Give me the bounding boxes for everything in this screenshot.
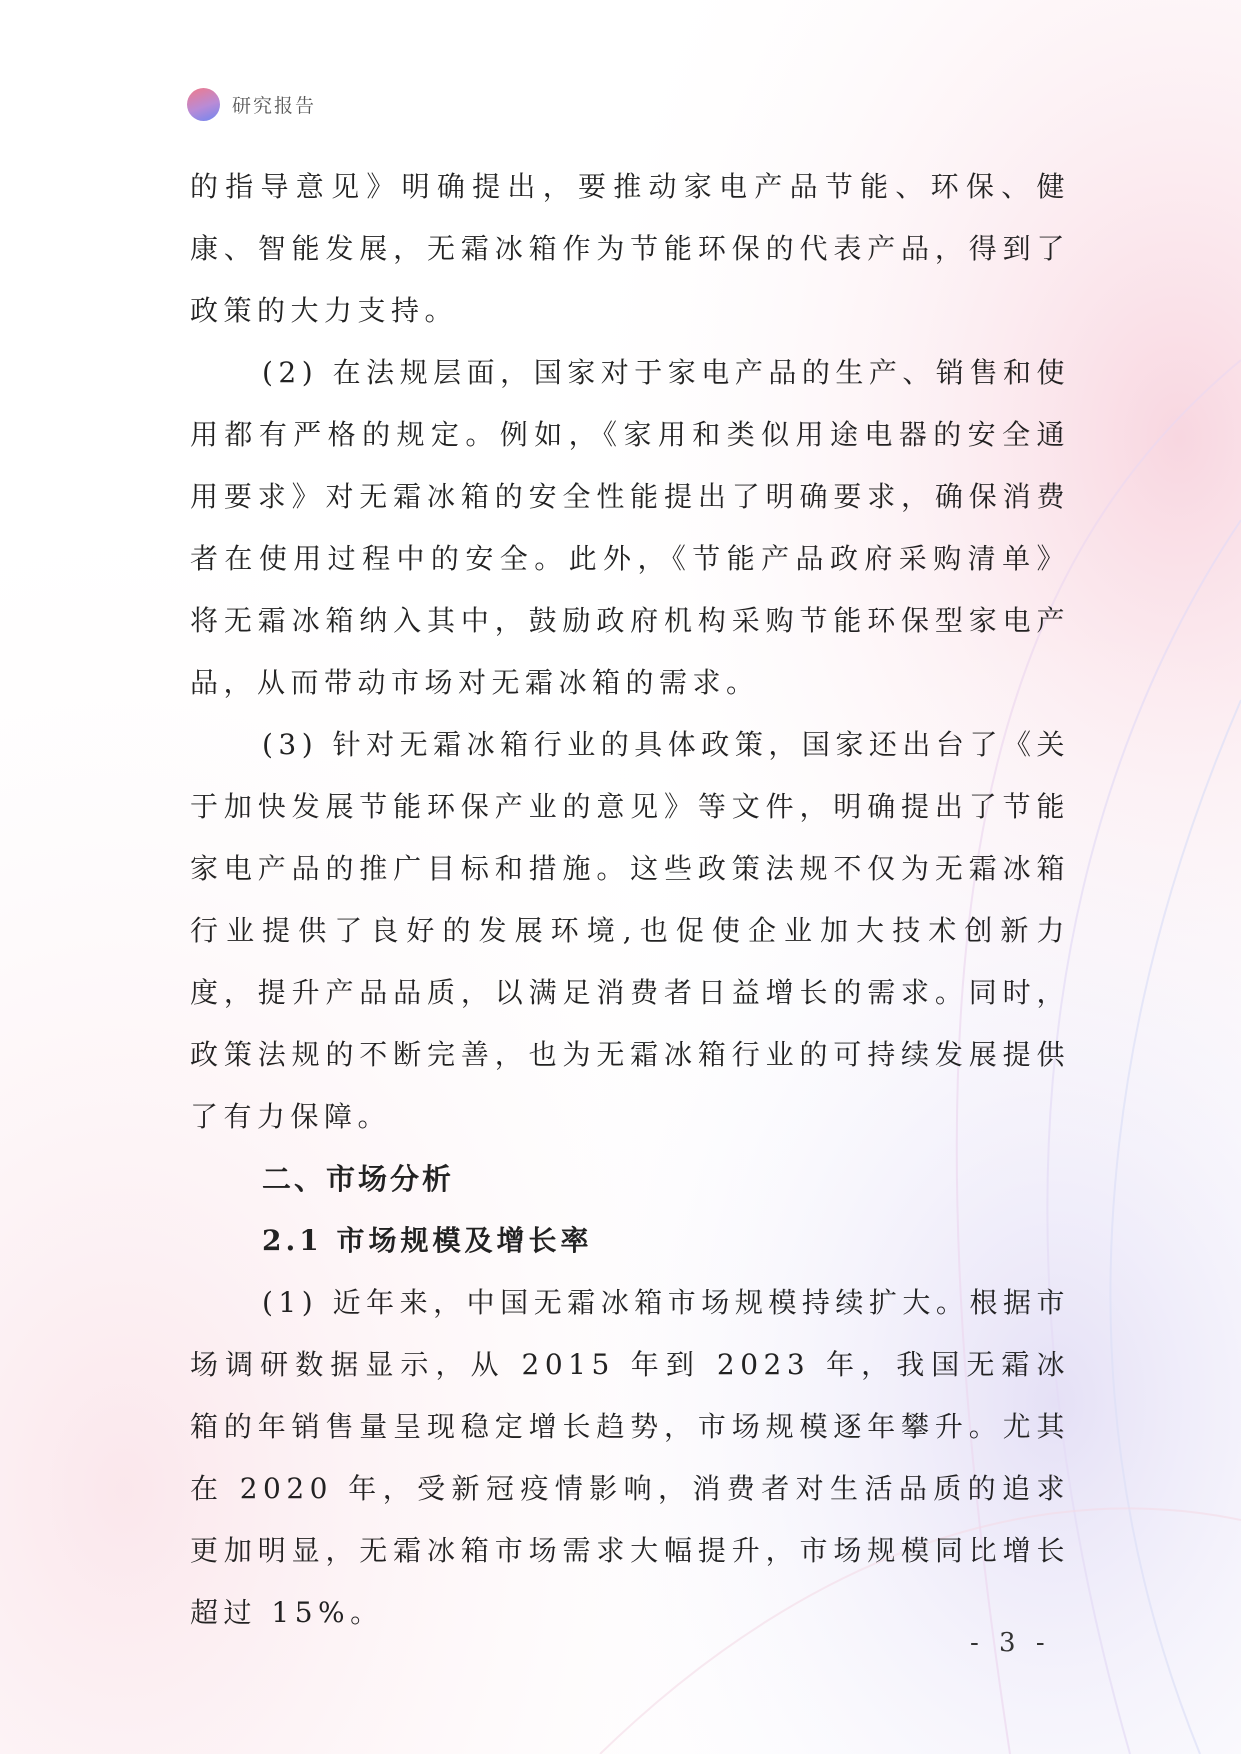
paragraph-specific-policies: (3) 针对无霜冰箱行业的具体政策，国家还出台了《关于加快发展节能环保产业的意见》等文件，明确提出了节能家电产品的推广目标和措施。这些政策法规不仅为无霜冰箱行业提供了良好的发展环境,也促使企业加大技术创新力度，提升产品品质，以满足消费者日益增长的需求。同时，政策法规的不断完善，也为无霜冰箱行业的可持续发展提供了有力保障。: [190, 728, 1070, 1133]
page-number: - 3 -: [970, 1628, 1051, 1658]
logo-circle-icon: [187, 88, 220, 121]
report-header: [187, 88, 316, 121]
header-label: 研究报告: [232, 95, 317, 117]
paragraph-continued: 的指导意见》明确提出，要推动家电产品节能、环保、健康、智能发展，无霜冰箱作为节能环保的代表产品，得到了政策的大力支持。: [190, 170, 1070, 327]
paragraph-market-size: (1) 近年来，中国无霜冰箱市场规模持续扩大。根据市场调研数据显示，从 2015 年到 2023 年，我国无霜冰箱的年销售量呈现稳定增长趋势，市场规模逐年攀升。尤其在 2020 年，受新冠疫情影响，消费者对生活品质的追求更加明显，无霜冰箱市场需求大幅提升，市场规模同比增长超过 15%。: [190, 1286, 1070, 1629]
document-body: [190, 156, 1070, 1644]
subsection-heading: 2.1 市场规模及增长率: [262, 1224, 593, 1257]
section-heading: 二、市场分析: [262, 1162, 455, 1196]
paragraph-regulations: (2) 在法规层面，国家对于家电产品的生产、销售和使用都有严格的规定。例如，《家用和类似用途电器的安全通用要求》对无霜冰箱的安全性能提出了明确要求，确保消费者在使用过程中的安全。此外，《节能产品政府采购清单》将无霜冰箱纳入其中，鼓励政府机构采购节能环保型家电产品，从而带动市场对无霜冰箱的需求。: [190, 356, 1070, 699]
